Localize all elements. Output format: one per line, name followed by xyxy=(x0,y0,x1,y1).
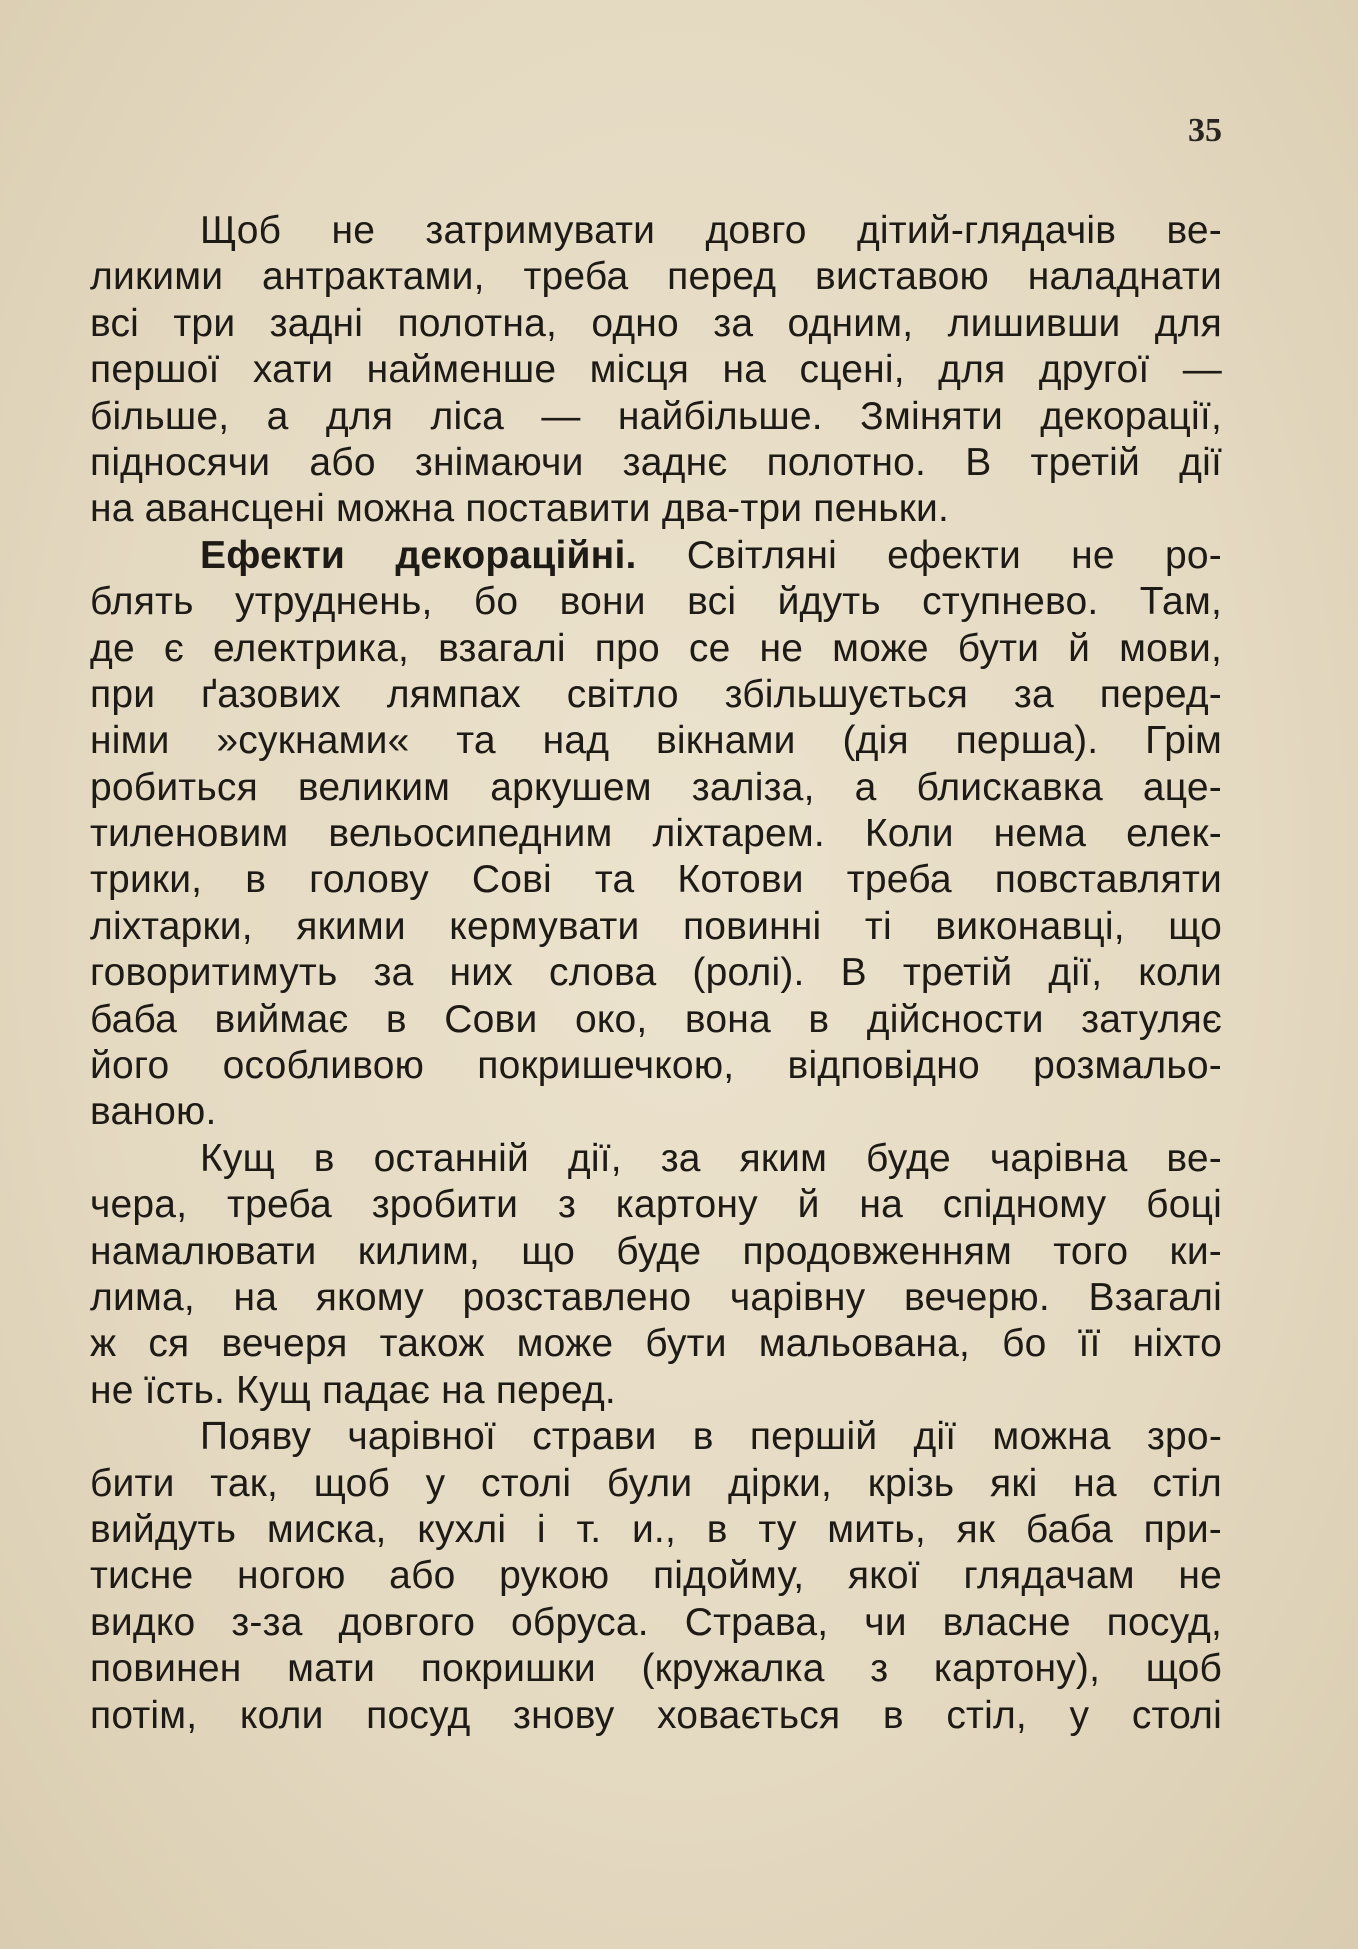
text-line: більше, а для ліса — найбільше. Зміняти декорації, xyxy=(90,394,1222,438)
paragraph xyxy=(90,1136,1222,1414)
text-line: німи »сукнами« та над вікнами (дія перша). Грім xyxy=(90,719,1222,763)
paragraph xyxy=(90,1414,1222,1739)
text-line: робиться великим аркушем заліза, а блискавка аце- xyxy=(90,765,1222,809)
page-number: 35 xyxy=(1188,112,1222,149)
text-line: повинен мати покришки (кружалка з картону), щоб xyxy=(90,1647,1222,1691)
text-line: баба виймає в Сови око, вона в дійсности затуляє xyxy=(90,997,1222,1041)
text-line: бити так, щоб у столі були дірки, крізь які на стіл xyxy=(90,1461,1222,1505)
paragraph xyxy=(90,533,1222,1136)
text-line: тисне ногою або рукою підойму, якої глядачам не xyxy=(90,1554,1222,1598)
body-text xyxy=(90,208,1222,1739)
text-line: вийдуть миска, кухлі і т. и., в ту мить, як баба при- xyxy=(90,1507,1222,1551)
text-line: потім, коли посуд знову ховається в стіл, у столі xyxy=(90,1693,1222,1737)
text-line: тиленовим вельосипедним ліхтарем. Коли нема елек- xyxy=(90,812,1222,856)
text-line: Щоб не затримувати довго дітий-глядачів ве- xyxy=(200,209,1222,252)
text-line: всі три задні полотна, одно за одним, лишивши для xyxy=(90,301,1222,345)
text-line: першої хати найменше місця на сцені, для другої — xyxy=(90,348,1222,392)
paragraph xyxy=(90,208,1222,533)
text-line: видко з-за довгого обруса. Страва, чи власне посуд, xyxy=(90,1600,1222,1644)
text-line: чера, треба зробити з картону й на спідному боці xyxy=(90,1183,1222,1227)
text-line: ликими антрактами, треба перед виставою наладнати xyxy=(90,255,1222,299)
text-line: Кущ в останній дії, за яким буде чарівна ве- xyxy=(200,1136,1222,1180)
text-line: ж ся вечеря також може бути мальована, бо її ніхто xyxy=(90,1322,1222,1366)
text-line: на авансцені можна поставити два-три пеньки. xyxy=(90,487,950,531)
text-line-rest: Світляні ефекти не ро- xyxy=(636,533,1222,577)
text-line: підносячи або знімаючи заднє полотно. В третій дії xyxy=(90,440,1222,484)
text-line: Появу чарівної страви в першій дії можна зро- xyxy=(200,1415,1222,1459)
section-heading: Ефекти декораційні. xyxy=(200,533,637,577)
text-line: лима, на якому розставлено чарівну вечерю. Взагалі xyxy=(90,1275,1222,1319)
text-line: ваною. xyxy=(90,1090,217,1134)
text-line: трики, в голову Сові та Котови треба повставляти xyxy=(90,858,1222,902)
text-line: ліхтарки, якими кермувати повинні ті виконавці, що xyxy=(90,904,1222,948)
text-line xyxy=(90,533,1222,579)
text-line: блять утруднень, бо вони всі йдуть ступнево. Там, xyxy=(90,580,1222,624)
text-line: не їсть. Кущ падає на перед. xyxy=(90,1368,616,1412)
text-line: намалювати килим, що буде продовженням того ки- xyxy=(90,1229,1222,1273)
text-line: його особливою покришечкою, відповідно розмальо- xyxy=(90,1044,1222,1088)
text-line: говоритимуть за них слова (ролі). В третій дії, коли xyxy=(90,951,1222,995)
text-line: де є електрика, взагалі про се не може бути й мови, xyxy=(90,626,1222,670)
text-line: при ґазових лямпах світло збільшується за перед- xyxy=(90,672,1222,716)
